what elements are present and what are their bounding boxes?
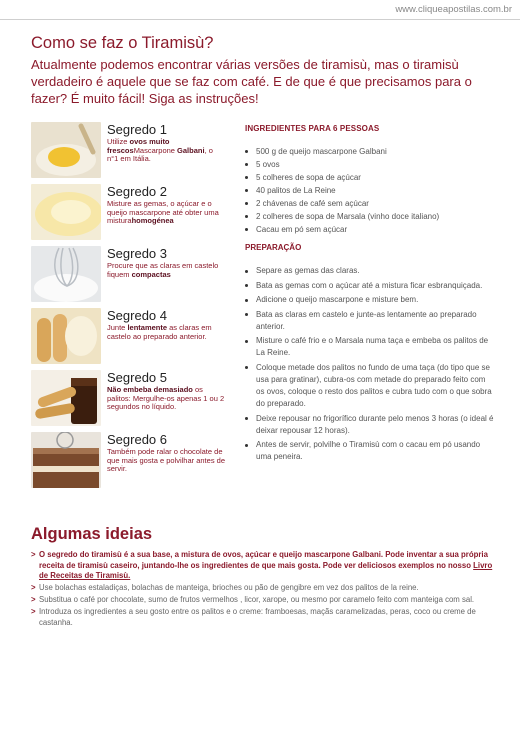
secret-5 xyxy=(31,370,236,428)
list-item: Antes de servir, polvilhe o Tiramisù com o cacau em pó usando uma peneira. xyxy=(245,439,495,463)
whisk-photo xyxy=(31,246,101,302)
list-item: > Introduza os ingredientes a seu gosto entre os palitos e o creme: framboesas, maçãs caramelizadas, peras, coco ou creme de castanha. xyxy=(31,607,476,627)
list-item: 500 g de queijo mascarpone Galbani xyxy=(245,145,495,158)
list-item: 2 chávenas de café sem açúcar xyxy=(245,197,495,210)
list-item: 40 palitos de La Reine xyxy=(245,184,495,197)
arrow-icon: > xyxy=(31,550,36,559)
secret-text: Procure que as claras em castelo fiquem compactas xyxy=(107,261,219,279)
ingredients-heading: INGREDIENTES PARA 6 PESSOAS xyxy=(245,124,380,133)
secret-3 xyxy=(31,246,236,304)
secret-text: Utilize ovos muito frescosMascarpone Galbani, o n°1 em Itália. xyxy=(107,137,213,164)
secret-title: Segredo 1 xyxy=(107,122,167,137)
intro-text: Atualmente podemos encontrar várias versões de tiramisù, mas o tiramisù verdadeiro é aquele que se faz com café. E de que é que precisamos para o fazer? É muito fácil! Siga as instruções! xyxy=(31,57,472,106)
list-item: Coloque metade dos palitos no fundo de uma taça (do tipo que se usa para gratinar), cubra-os com metade do preparado feito com os ovos, coloque o resto dos palitos e cubra tudo com o que sobra do preparado. xyxy=(245,362,495,410)
preparation-heading: PREPARAÇÃO xyxy=(245,243,302,252)
secret-title: Segredo 6 xyxy=(107,432,167,447)
arrow-icon: > xyxy=(31,583,36,592)
secret-text: Não embeba demasiado os palitos: Mergulhe-os apenas 1 ou 2 segundos no líquido. xyxy=(107,385,225,412)
coffee-dip-photo xyxy=(31,370,101,426)
secret-title: Segredo 2 xyxy=(107,184,167,199)
list-item: Deixe repousar no frigorífico durante pelo menos 3 horas (o ideal é deixar repousar 12 horas). xyxy=(245,413,495,437)
secret-title: Segredo 3 xyxy=(107,246,167,261)
list-item: > Use bolachas estaladiças, bolachas de manteiga, brioches ou pão de gengibre em vez dos palitos de la reine. xyxy=(31,583,419,592)
secret-1 xyxy=(31,122,236,180)
ladyfingers-photo xyxy=(31,308,101,364)
list-item: Separe as gemas das claras. xyxy=(245,265,495,277)
preparation-list xyxy=(245,265,495,466)
list-item: Cacau em pó sem açúcar xyxy=(245,223,495,236)
list-item: 5 colheres de sopa de açúcar xyxy=(245,171,495,184)
secret-text: Também pode ralar o chocolate de que mais gosta e polvilhar antes de servir. xyxy=(107,447,225,474)
secret-text: Misture as gemas, o açúcar e o queijo mascarpone até obter uma misturahomogénea xyxy=(107,199,219,226)
ingredients-list xyxy=(245,145,495,236)
list-item: > Substitua o café por chocolate, sumo de frutos vermelhos , licor, xarope, ou mesmo por caramelo feito com manteiga com sal. xyxy=(31,595,475,604)
recipe-book-link[interactable]: Livro de Receitas de Tiramisù. xyxy=(39,560,493,580)
secret-4 xyxy=(31,308,236,366)
ideas-title: Algumas ideias xyxy=(31,525,153,543)
page-title: Como se faz o Tiramisù? xyxy=(31,34,214,52)
cream-bowl-photo xyxy=(31,184,101,240)
tiramisu-cocoa-photo xyxy=(31,432,101,488)
arrow-icon: > xyxy=(31,595,36,604)
egg-yolk-photo xyxy=(31,122,101,178)
list-item: Bata as claras em castelo e junte-as lentamente ao preparado anterior. xyxy=(245,309,495,333)
secret-2 xyxy=(31,184,236,242)
secret-text: Junte lentamente as claras em castelo ao preparado anterior. xyxy=(107,323,212,341)
site-url[interactable]: www.cliqueapostilas.com.br xyxy=(395,4,512,15)
list-item: Bata as gemas com o açúcar até a mistura ficar esbranquiçada. xyxy=(245,280,495,292)
list-item: 5 ovos xyxy=(245,158,495,171)
secret-title: Segredo 4 xyxy=(107,308,167,323)
list-item: Adicione o queijo mascarpone e misture bem. xyxy=(245,294,495,306)
secret-title: Segredo 5 xyxy=(107,370,167,385)
secret-6 xyxy=(31,432,236,490)
list-item: Misture o café frio e o Marsala numa taça e embeba os palitos de La Reine. xyxy=(245,335,495,359)
list-item: > O segredo do tiramisù é a sua base, a mistura de ovos, açúcar e queijo mascarpone Galbani. Pode inventar a sua própria receita de tiramisù caseiro, juntando-lhe os ingredientes de que mais gosta. Pode ver deliciosos exemplos no nosso Livro de Receitas de Tiramisù. xyxy=(31,550,493,580)
ideas-list xyxy=(31,550,501,630)
list-item: 2 colheres de sopa de Marsala (vinho doce italiano) xyxy=(245,210,495,223)
header-divider xyxy=(0,19,520,20)
arrow-icon: > xyxy=(31,607,36,616)
